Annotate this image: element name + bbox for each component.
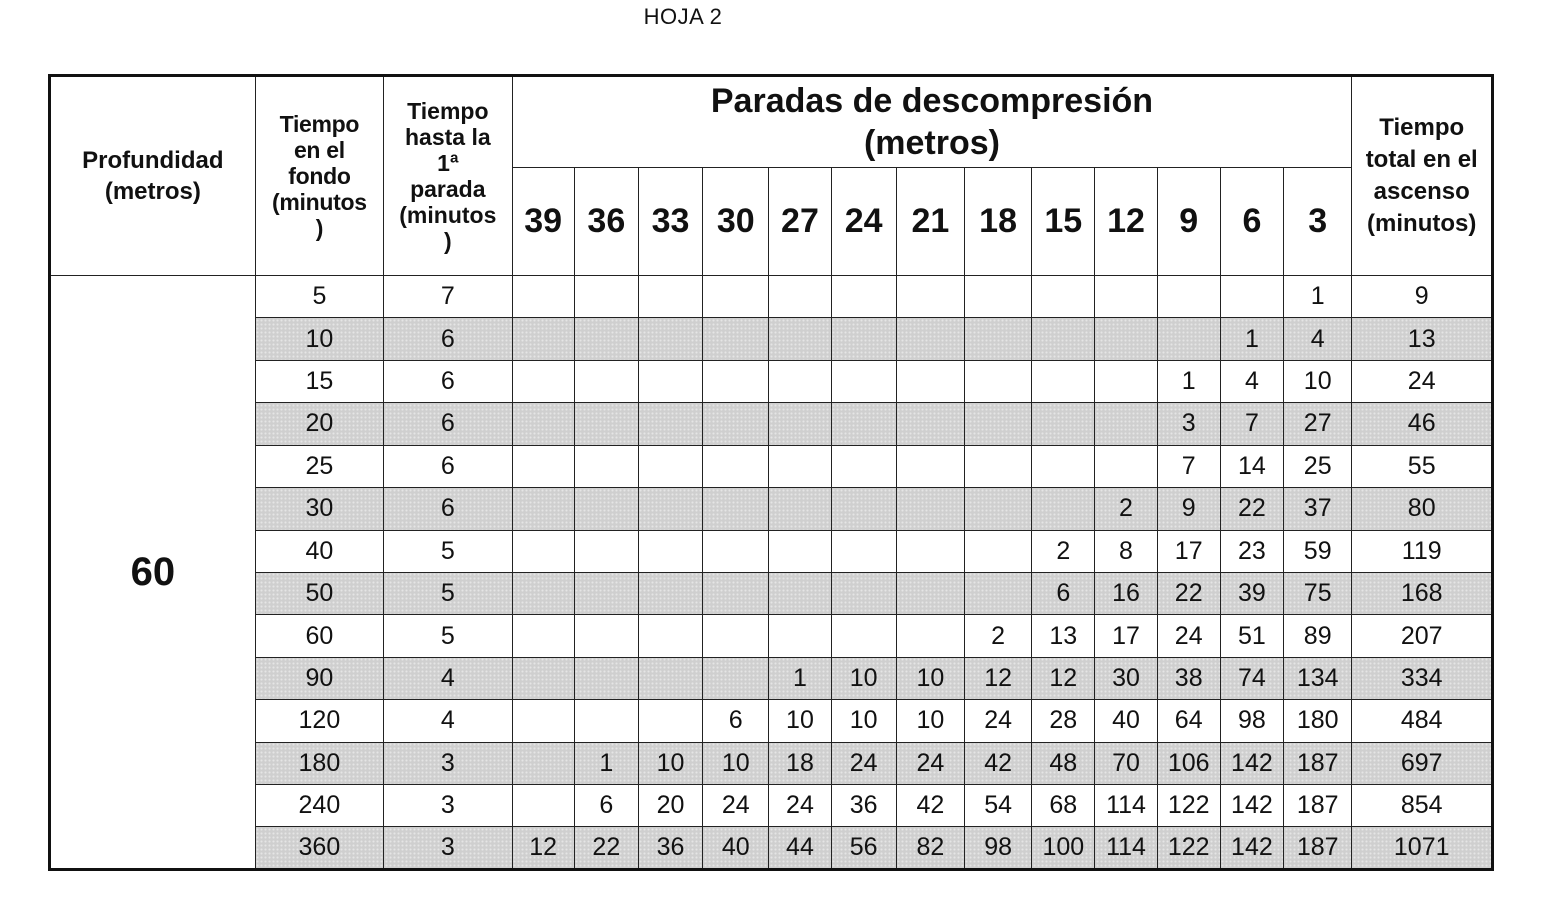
header-decompression-stops bbox=[512, 76, 1352, 168]
stop-cell: 16 bbox=[1095, 572, 1157, 614]
stop-cell: 42 bbox=[964, 742, 1031, 784]
stop-cell: 12 bbox=[512, 827, 574, 870]
stop-cell: 10 bbox=[638, 742, 702, 784]
stop-cell bbox=[512, 572, 574, 614]
header-bottom-time-line: fondo bbox=[288, 163, 351, 189]
stop-cell bbox=[512, 700, 574, 742]
decompression-table bbox=[48, 74, 1494, 871]
first-stop-time-cell: 6 bbox=[384, 488, 512, 530]
stop-cell bbox=[769, 615, 831, 657]
stop-cell bbox=[831, 403, 896, 445]
stop-cell: 6 bbox=[1032, 572, 1095, 614]
stop-cell: 38 bbox=[1157, 657, 1220, 699]
stop-cell: 12 bbox=[1032, 657, 1095, 699]
stop-cell bbox=[769, 403, 831, 445]
first-stop-time-cell: 3 bbox=[384, 827, 512, 870]
stop-cell: 17 bbox=[1095, 615, 1157, 657]
stop-cell bbox=[896, 615, 964, 657]
stop-cell: 1 bbox=[1157, 360, 1220, 402]
stop-cell bbox=[574, 445, 638, 487]
total-ascent-cell: 13 bbox=[1352, 318, 1493, 360]
first-stop-time-cell: 6 bbox=[384, 360, 512, 402]
table-row bbox=[50, 657, 1493, 699]
stop-cell bbox=[512, 403, 574, 445]
stop-cell: 10 bbox=[769, 700, 831, 742]
stop-cell: 1 bbox=[1220, 318, 1283, 360]
stop-cell bbox=[1095, 276, 1157, 318]
stop-depth-header: 9 bbox=[1157, 168, 1220, 276]
stop-cell: 24 bbox=[831, 742, 896, 784]
header-stops-title-line: (metros) bbox=[863, 124, 1000, 162]
stop-cell bbox=[1032, 403, 1095, 445]
stop-cell bbox=[512, 615, 574, 657]
stop-cell bbox=[769, 530, 831, 572]
first-stop-time-cell: 6 bbox=[384, 403, 512, 445]
stop-cell bbox=[638, 572, 702, 614]
stop-cell bbox=[703, 445, 769, 487]
stop-cell bbox=[896, 572, 964, 614]
stop-cell: 98 bbox=[1220, 700, 1283, 742]
stop-cell: 44 bbox=[769, 827, 831, 870]
stop-cell: 7 bbox=[1220, 403, 1283, 445]
first-stop-time-cell: 5 bbox=[384, 530, 512, 572]
stop-cell: 10 bbox=[703, 742, 769, 784]
stop-cell: 82 bbox=[896, 827, 964, 870]
stop-cell: 142 bbox=[1220, 742, 1283, 784]
stop-cell: 114 bbox=[1095, 785, 1157, 827]
stop-cell: 1 bbox=[574, 742, 638, 784]
first-stop-time-cell: 4 bbox=[384, 657, 512, 699]
stop-cell: 59 bbox=[1284, 530, 1352, 572]
stop-cell bbox=[831, 572, 896, 614]
total-ascent-cell: 55 bbox=[1352, 445, 1493, 487]
bottom-time-cell: 240 bbox=[255, 785, 383, 827]
stop-cell: 18 bbox=[769, 742, 831, 784]
header-bottom-time-line: (minutos bbox=[272, 189, 367, 215]
stop-cell bbox=[638, 615, 702, 657]
stop-cell: 2 bbox=[1095, 488, 1157, 530]
stop-cell: 39 bbox=[1220, 572, 1283, 614]
stop-cell: 180 bbox=[1284, 700, 1352, 742]
total-ascent-cell: 854 bbox=[1352, 785, 1493, 827]
total-ascent-cell: 9 bbox=[1352, 276, 1493, 318]
first-stop-time-cell: 6 bbox=[384, 445, 512, 487]
bottom-time-cell: 10 bbox=[255, 318, 383, 360]
stop-depth-header: 36 bbox=[574, 168, 638, 276]
stop-cell bbox=[831, 488, 896, 530]
stop-cell bbox=[574, 700, 638, 742]
stop-cell bbox=[703, 318, 769, 360]
header-depth-line: Profundidad bbox=[82, 147, 224, 174]
total-ascent-cell: 697 bbox=[1352, 742, 1493, 784]
stop-cell: 56 bbox=[831, 827, 896, 870]
stop-cell: 98 bbox=[964, 827, 1031, 870]
stop-cell bbox=[512, 742, 574, 784]
stop-depth-header: 15 bbox=[1032, 168, 1095, 276]
stop-cell bbox=[574, 403, 638, 445]
stop-cell bbox=[1220, 276, 1283, 318]
stop-cell: 22 bbox=[574, 827, 638, 870]
bottom-time-cell: 5 bbox=[255, 276, 383, 318]
header-bottom-time bbox=[255, 76, 383, 276]
stop-cell bbox=[638, 318, 702, 360]
stop-cell bbox=[1095, 403, 1157, 445]
stop-depth-header: 18 bbox=[964, 168, 1031, 276]
table-row bbox=[50, 445, 1493, 487]
stop-cell: 100 bbox=[1032, 827, 1095, 870]
stop-cell bbox=[512, 360, 574, 402]
stop-cell bbox=[638, 530, 702, 572]
stop-cell: 24 bbox=[769, 785, 831, 827]
stop-cell bbox=[703, 488, 769, 530]
stop-depth-header: 39 bbox=[512, 168, 574, 276]
stop-cell bbox=[896, 276, 964, 318]
stop-cell: 22 bbox=[1220, 488, 1283, 530]
stop-cell bbox=[703, 403, 769, 445]
total-ascent-cell: 46 bbox=[1352, 403, 1493, 445]
stop-cell: 187 bbox=[1284, 827, 1352, 870]
bottom-time-cell: 40 bbox=[255, 530, 383, 572]
stop-cell bbox=[1032, 488, 1095, 530]
stop-cell bbox=[831, 530, 896, 572]
header-depth bbox=[50, 76, 256, 276]
stop-cell bbox=[769, 445, 831, 487]
header-first-stop-line: ) bbox=[443, 228, 452, 254]
bottom-time-cell: 50 bbox=[255, 572, 383, 614]
stop-cell: 2 bbox=[1032, 530, 1095, 572]
stop-cell bbox=[964, 276, 1031, 318]
stop-cell: 4 bbox=[1284, 318, 1352, 360]
total-ascent-cell: 24 bbox=[1352, 360, 1493, 402]
stop-cell bbox=[1095, 360, 1157, 402]
stop-cell: 36 bbox=[638, 827, 702, 870]
stop-cell bbox=[1095, 445, 1157, 487]
table-row bbox=[50, 530, 1493, 572]
table-row bbox=[50, 827, 1493, 870]
header-total-ascent-time bbox=[1352, 76, 1493, 276]
total-ascent-cell: 207 bbox=[1352, 615, 1493, 657]
stop-cell: 68 bbox=[1032, 785, 1095, 827]
stop-cell: 134 bbox=[1284, 657, 1352, 699]
stop-cell bbox=[1032, 318, 1095, 360]
header-time-to-first-stop bbox=[384, 76, 512, 276]
stop-cell bbox=[638, 657, 702, 699]
stop-cell: 122 bbox=[1157, 785, 1220, 827]
stop-cell: 3 bbox=[1157, 403, 1220, 445]
stop-cell: 10 bbox=[831, 657, 896, 699]
first-stop-time-cell: 6 bbox=[384, 318, 512, 360]
header-first-stop-line: parada bbox=[410, 176, 486, 202]
stop-cell: 40 bbox=[703, 827, 769, 870]
stop-cell: 1 bbox=[769, 657, 831, 699]
stop-cell bbox=[1157, 318, 1220, 360]
stop-cell: 1 bbox=[1284, 276, 1352, 318]
stop-cell: 142 bbox=[1220, 785, 1283, 827]
table-row bbox=[50, 488, 1493, 530]
stop-cell bbox=[831, 615, 896, 657]
stop-cell: 20 bbox=[638, 785, 702, 827]
stop-cell bbox=[831, 318, 896, 360]
stop-cell bbox=[574, 615, 638, 657]
stop-cell: 36 bbox=[831, 785, 896, 827]
total-ascent-cell: 168 bbox=[1352, 572, 1493, 614]
stop-cell: 64 bbox=[1157, 700, 1220, 742]
stop-cell: 24 bbox=[1157, 615, 1220, 657]
bottom-time-cell: 60 bbox=[255, 615, 383, 657]
stop-cell bbox=[964, 530, 1031, 572]
stop-cell bbox=[896, 318, 964, 360]
stop-cell bbox=[638, 276, 702, 318]
stop-cell bbox=[1032, 276, 1095, 318]
stop-cell bbox=[964, 445, 1031, 487]
stop-depth-header: 27 bbox=[769, 168, 831, 276]
stop-cell: 24 bbox=[703, 785, 769, 827]
header-stops-title-line: Paradas de descompresión bbox=[710, 82, 1154, 120]
bottom-time-cell: 30 bbox=[255, 488, 383, 530]
stop-cell bbox=[964, 572, 1031, 614]
stop-cell bbox=[896, 360, 964, 402]
stop-cell: 40 bbox=[1095, 700, 1157, 742]
stop-cell: 24 bbox=[896, 742, 964, 784]
stop-cell bbox=[638, 700, 702, 742]
stop-cell: 10 bbox=[831, 700, 896, 742]
header-depth-line: (metros) bbox=[104, 178, 201, 205]
stop-cell bbox=[831, 360, 896, 402]
first-stop-time-cell: 3 bbox=[384, 742, 512, 784]
header-bottom-time-line: ) bbox=[315, 215, 324, 241]
stop-cell: 12 bbox=[964, 657, 1031, 699]
stop-cell bbox=[512, 318, 574, 360]
total-ascent-cell: 80 bbox=[1352, 488, 1493, 530]
stop-depth-header: 24 bbox=[831, 168, 896, 276]
stop-cell: 74 bbox=[1220, 657, 1283, 699]
header-total-line: total en el bbox=[1365, 146, 1478, 173]
stop-cell bbox=[703, 360, 769, 402]
stop-cell: 8 bbox=[1095, 530, 1157, 572]
stop-cell: 89 bbox=[1284, 615, 1352, 657]
table-row bbox=[50, 276, 1493, 318]
stop-cell: 28 bbox=[1032, 700, 1095, 742]
header-total-line: ascenso bbox=[1373, 178, 1470, 205]
stop-cell: 4 bbox=[1220, 360, 1283, 402]
stop-cell bbox=[769, 488, 831, 530]
stop-cell bbox=[964, 403, 1031, 445]
stop-cell bbox=[769, 276, 831, 318]
stop-cell bbox=[638, 488, 702, 530]
stop-cell bbox=[574, 572, 638, 614]
stop-cell bbox=[574, 318, 638, 360]
stop-cell bbox=[703, 657, 769, 699]
header-bottom-time-line: en el bbox=[293, 137, 345, 163]
header-total-line: (minutos) bbox=[1367, 210, 1477, 237]
first-stop-time-cell: 3 bbox=[384, 785, 512, 827]
stop-cell bbox=[769, 572, 831, 614]
stop-cell: 54 bbox=[964, 785, 1031, 827]
bottom-time-cell: 90 bbox=[255, 657, 383, 699]
stop-cell: 187 bbox=[1284, 742, 1352, 784]
header-total-line: Tiempo bbox=[1379, 114, 1465, 141]
stop-cell: 13 bbox=[1032, 615, 1095, 657]
stop-cell bbox=[574, 530, 638, 572]
stop-cell bbox=[964, 488, 1031, 530]
stop-cell bbox=[574, 360, 638, 402]
stop-cell bbox=[512, 445, 574, 487]
bottom-time-cell: 120 bbox=[255, 700, 383, 742]
stop-cell: 187 bbox=[1284, 785, 1352, 827]
table-row bbox=[50, 360, 1493, 402]
table-row bbox=[50, 615, 1493, 657]
stop-cell bbox=[1032, 360, 1095, 402]
stop-depth-header: 33 bbox=[638, 168, 702, 276]
table-row bbox=[50, 700, 1493, 742]
header-first-stop-line: 1ª bbox=[437, 150, 459, 176]
stop-depth-header: 6 bbox=[1220, 168, 1283, 276]
stop-cell: 51 bbox=[1220, 615, 1283, 657]
depth-value: 60 bbox=[50, 276, 256, 870]
stop-cell bbox=[703, 276, 769, 318]
stop-cell: 27 bbox=[1284, 403, 1352, 445]
bottom-time-cell: 360 bbox=[255, 827, 383, 870]
header-bottom-time-line: Tiempo bbox=[279, 111, 360, 137]
stop-cell: 6 bbox=[703, 700, 769, 742]
stop-cell bbox=[896, 403, 964, 445]
bottom-time-cell: 15 bbox=[255, 360, 383, 402]
header-first-stop-line: hasta la bbox=[404, 124, 491, 150]
table-row bbox=[50, 318, 1493, 360]
stop-cell bbox=[769, 360, 831, 402]
stop-cell: 17 bbox=[1157, 530, 1220, 572]
total-ascent-cell: 484 bbox=[1352, 700, 1493, 742]
stop-cell: 10 bbox=[896, 700, 964, 742]
total-ascent-cell: 1071 bbox=[1352, 827, 1493, 870]
stop-cell: 42 bbox=[896, 785, 964, 827]
stop-cell bbox=[512, 530, 574, 572]
stop-cell: 106 bbox=[1157, 742, 1220, 784]
header-first-stop-line: (minutos bbox=[399, 202, 497, 228]
table-row bbox=[50, 785, 1493, 827]
stop-cell bbox=[638, 403, 702, 445]
stop-depth-header: 12 bbox=[1095, 168, 1157, 276]
stop-cell: 114 bbox=[1095, 827, 1157, 870]
stop-cell bbox=[512, 657, 574, 699]
stop-cell: 142 bbox=[1220, 827, 1283, 870]
stop-cell bbox=[1157, 276, 1220, 318]
stop-cell bbox=[512, 785, 574, 827]
stop-cell bbox=[964, 318, 1031, 360]
first-stop-time-cell: 4 bbox=[384, 700, 512, 742]
stop-cell bbox=[703, 615, 769, 657]
stop-cell: 22 bbox=[1157, 572, 1220, 614]
stop-cell bbox=[896, 445, 964, 487]
total-ascent-cell: 119 bbox=[1352, 530, 1493, 572]
stop-depth-header: 30 bbox=[703, 168, 769, 276]
stop-cell: 6 bbox=[574, 785, 638, 827]
stop-cell bbox=[512, 488, 574, 530]
stop-cell: 24 bbox=[964, 700, 1031, 742]
sheet-title: HOJA 2 bbox=[643, 4, 723, 29]
stop-cell bbox=[574, 488, 638, 530]
stop-cell bbox=[574, 276, 638, 318]
stop-cell bbox=[896, 530, 964, 572]
bottom-time-cell: 20 bbox=[255, 403, 383, 445]
stop-cell bbox=[703, 530, 769, 572]
stop-cell bbox=[964, 360, 1031, 402]
stop-depth-header: 21 bbox=[896, 168, 964, 276]
stop-cell: 14 bbox=[1220, 445, 1283, 487]
table-row bbox=[50, 742, 1493, 784]
stop-cell bbox=[1095, 318, 1157, 360]
stop-cell bbox=[831, 276, 896, 318]
stop-cell: 122 bbox=[1157, 827, 1220, 870]
bottom-time-cell: 180 bbox=[255, 742, 383, 784]
first-stop-time-cell: 7 bbox=[384, 276, 512, 318]
stop-cell: 2 bbox=[964, 615, 1031, 657]
stop-cell bbox=[769, 318, 831, 360]
stop-cell bbox=[638, 360, 702, 402]
table-row bbox=[50, 572, 1493, 614]
stop-cell bbox=[574, 657, 638, 699]
stop-cell: 30 bbox=[1095, 657, 1157, 699]
stop-cell: 70 bbox=[1095, 742, 1157, 784]
stop-cell bbox=[638, 445, 702, 487]
stop-cell: 10 bbox=[1284, 360, 1352, 402]
stop-cell: 7 bbox=[1157, 445, 1220, 487]
stop-cell bbox=[831, 445, 896, 487]
stop-cell bbox=[512, 276, 574, 318]
table-row bbox=[50, 403, 1493, 445]
first-stop-time-cell: 5 bbox=[384, 572, 512, 614]
stop-depth-header: 3 bbox=[1284, 168, 1352, 276]
stop-cell bbox=[1032, 445, 1095, 487]
stop-cell: 23 bbox=[1220, 530, 1283, 572]
stop-cell: 48 bbox=[1032, 742, 1095, 784]
stop-cell: 10 bbox=[896, 657, 964, 699]
header-first-stop-line: Tiempo bbox=[407, 98, 489, 124]
stop-cell: 75 bbox=[1284, 572, 1352, 614]
stop-cell bbox=[896, 488, 964, 530]
stop-cell bbox=[703, 572, 769, 614]
stop-cell: 37 bbox=[1284, 488, 1352, 530]
stop-cell: 9 bbox=[1157, 488, 1220, 530]
total-ascent-cell: 334 bbox=[1352, 657, 1493, 699]
bottom-time-cell: 25 bbox=[255, 445, 383, 487]
first-stop-time-cell: 5 bbox=[384, 615, 512, 657]
stop-cell: 25 bbox=[1284, 445, 1352, 487]
